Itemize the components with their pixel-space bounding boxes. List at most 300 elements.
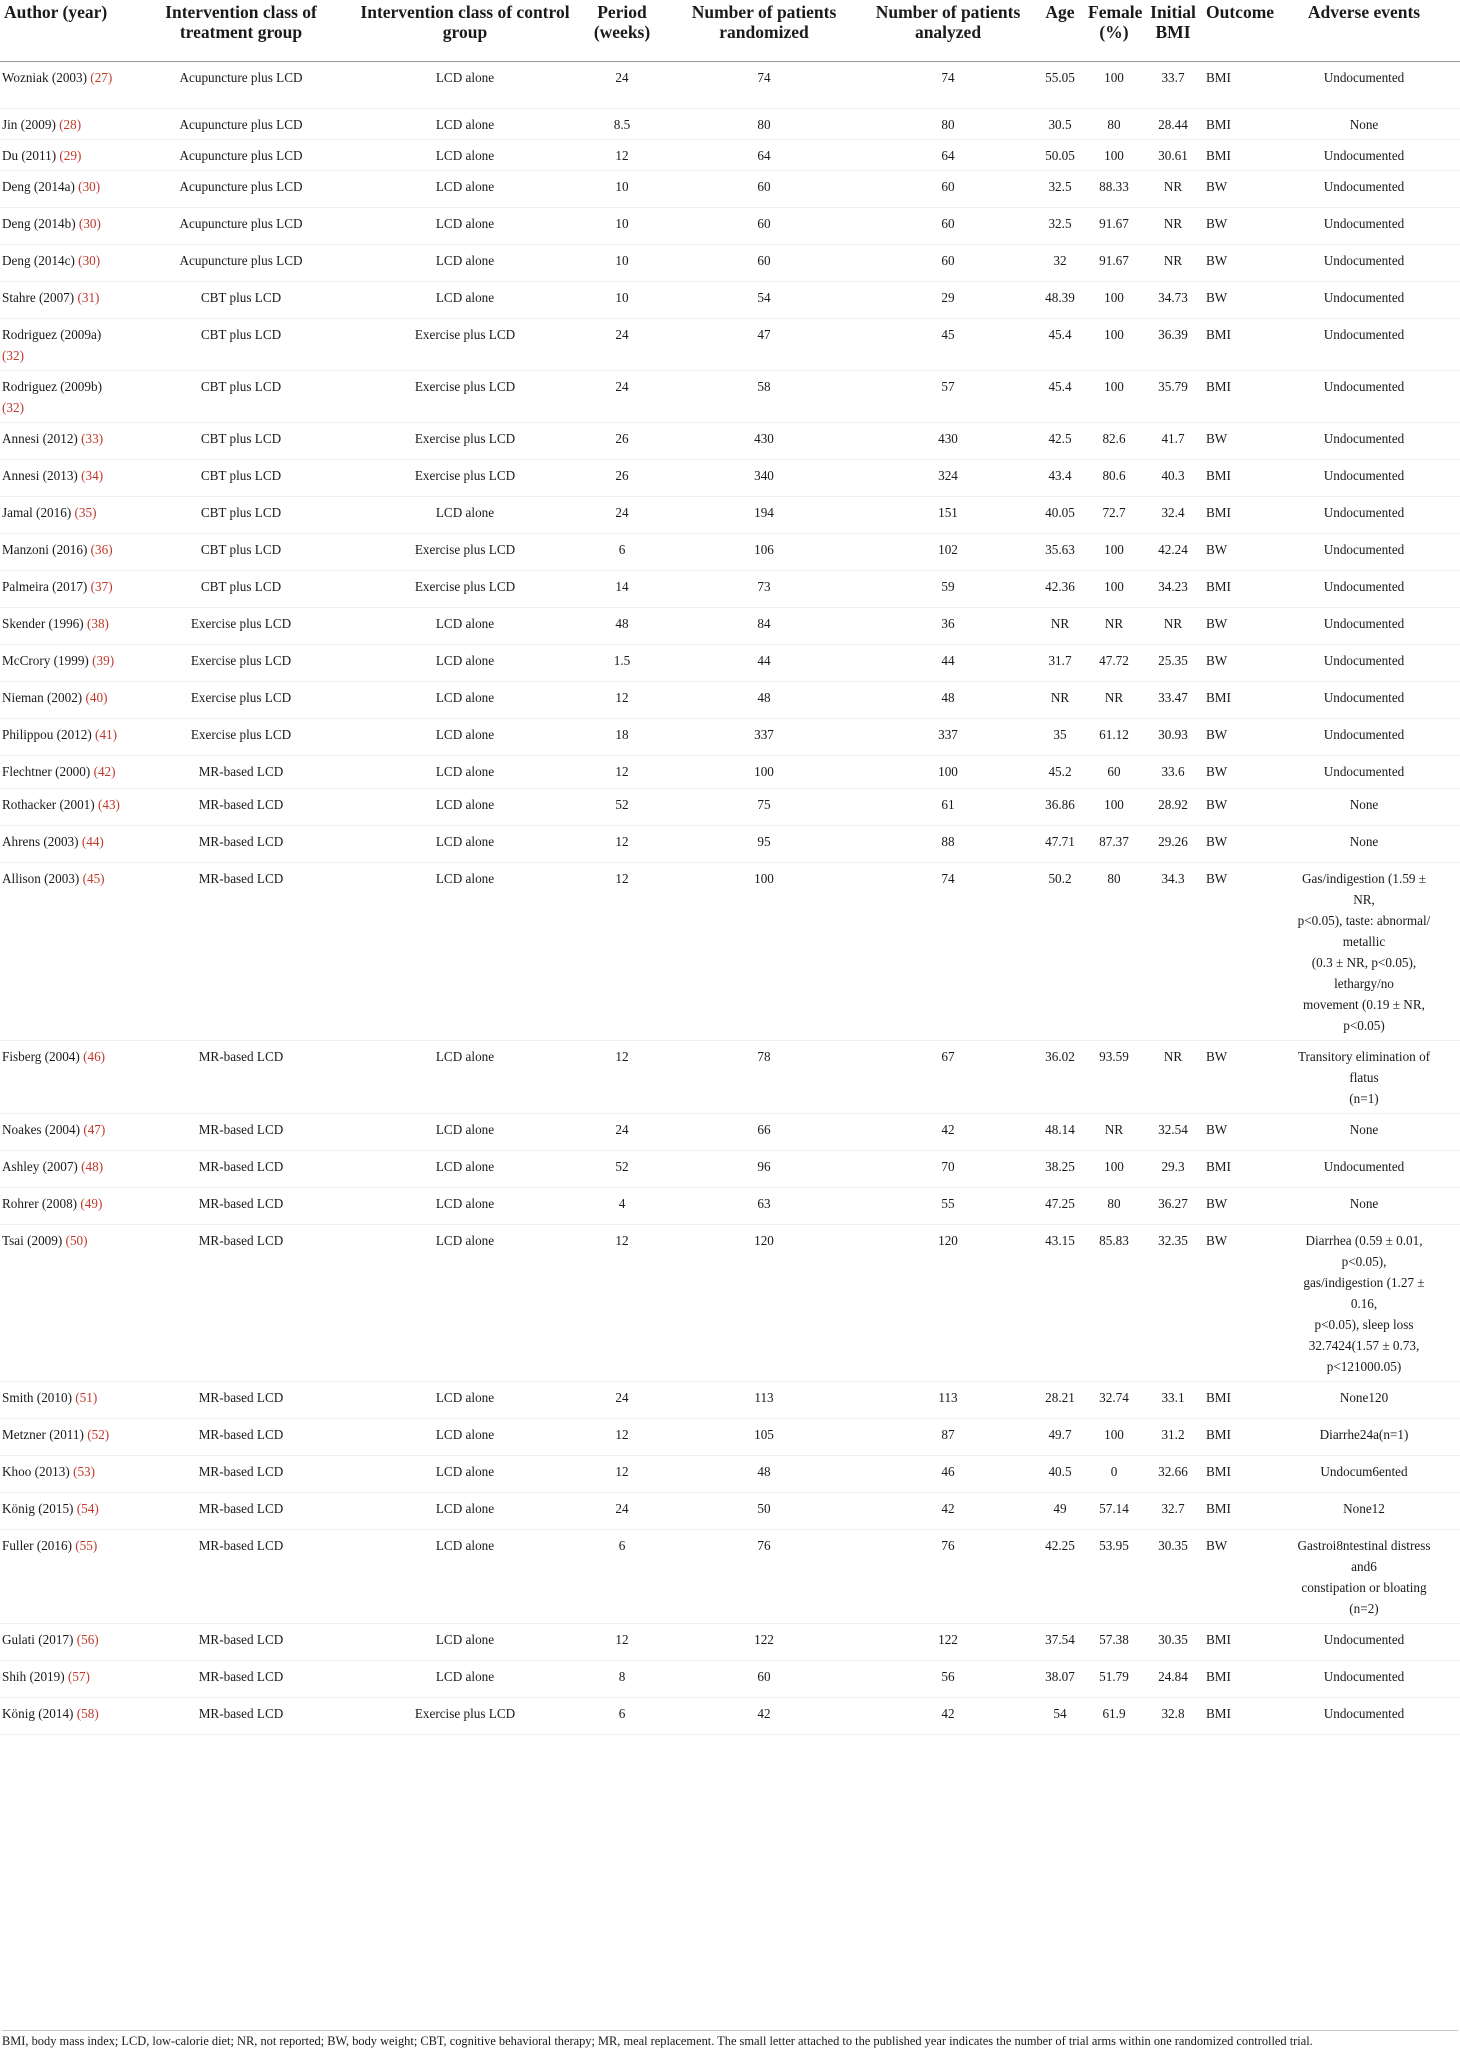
cell-author xyxy=(0,1381,128,1418)
cell-age: NR xyxy=(1050,689,1070,705)
cell-bmi: 32.66 xyxy=(1158,1463,1188,1479)
cell-author xyxy=(0,370,128,422)
cell-treatment: MR-based LCD xyxy=(198,1705,284,1721)
cell-period: 10 xyxy=(615,289,629,305)
table-row xyxy=(0,170,1460,207)
cell-bmi: 32.35 xyxy=(1158,1232,1188,1248)
cell-outcome: BMI xyxy=(1206,116,1231,132)
reference-link[interactable]: (48) xyxy=(81,1158,104,1174)
reference-link[interactable]: (57) xyxy=(67,1668,90,1684)
cell-age: 47.71 xyxy=(1045,833,1075,849)
cell-age: 32.5 xyxy=(1048,215,1072,231)
cell-treatment: Exercise plus LCD xyxy=(190,689,292,705)
cell-female: 100 xyxy=(1104,578,1124,594)
cell-age: 42.25 xyxy=(1045,1537,1075,1553)
cell-randomized: 95 xyxy=(757,833,771,849)
reference-link[interactable]: (29) xyxy=(59,147,82,163)
cell-female: 51.79 xyxy=(1099,1668,1129,1684)
cell-age: 35 xyxy=(1053,726,1067,742)
cell-bmi: 33.7 xyxy=(1161,69,1185,85)
cell-control: LCD alone xyxy=(435,1463,495,1479)
cell-period: 24 xyxy=(615,1121,629,1137)
reference-link[interactable]: (51) xyxy=(75,1389,98,1405)
author-name: Rodriguez (2009b) xyxy=(2,378,102,394)
cell-outcome: BMI xyxy=(1206,1500,1231,1516)
reference-link[interactable]: (58) xyxy=(76,1705,99,1721)
author-name: Deng (2014a) xyxy=(2,178,75,194)
cell-treatment: MR-based LCD xyxy=(198,1631,284,1647)
cell-author xyxy=(0,1224,128,1381)
cell-bmi: NR xyxy=(1163,615,1183,631)
cell-treatment: MR-based LCD xyxy=(198,870,284,886)
cell-treatment: CBT plus LCD xyxy=(200,578,282,594)
cell-control: Exercise plus LCD xyxy=(414,467,516,483)
cell-bmi: 32.7 xyxy=(1161,1500,1185,1516)
reference-link[interactable]: (40) xyxy=(85,689,108,705)
reference-link[interactable]: (30) xyxy=(78,178,101,194)
cell-period: 12 xyxy=(615,833,629,849)
cell-age: 36.02 xyxy=(1045,1048,1075,1064)
cell-control: LCD alone xyxy=(435,1158,495,1174)
cell-randomized: 122 xyxy=(754,1631,774,1647)
cell-period: 52 xyxy=(615,1158,629,1174)
cell-adverse: Undocumented xyxy=(1323,215,1405,231)
cell-treatment: CBT plus LCD xyxy=(200,378,282,394)
cell-age: 48.14 xyxy=(1045,1121,1075,1137)
cell-treatment: Acupuncture plus LCD xyxy=(179,69,303,85)
cell-adverse: Undocumented xyxy=(1323,147,1405,163)
cell-analyzed: 60 xyxy=(941,252,955,268)
cell-author xyxy=(0,1623,128,1660)
reference-link[interactable]: (45) xyxy=(82,870,105,886)
table-row xyxy=(0,1418,1460,1455)
cell-control: LCD alone xyxy=(435,652,495,668)
cell-randomized: 66 xyxy=(757,1121,771,1137)
cell-adverse: None xyxy=(1349,796,1379,812)
cell-female: 80 xyxy=(1107,116,1121,132)
reference-link[interactable]: (41) xyxy=(95,726,118,742)
table-row xyxy=(0,207,1460,244)
reference-link[interactable]: (32) xyxy=(2,399,24,415)
cell-control: LCD alone xyxy=(435,1537,495,1553)
author-name: Palmeira (2017) xyxy=(2,578,88,594)
cell-control: LCD alone xyxy=(435,1500,495,1516)
table-row xyxy=(0,1529,1460,1623)
cell-treatment: Acupuncture plus LCD xyxy=(179,215,303,231)
cell-period: 12 xyxy=(615,1631,629,1647)
table-row xyxy=(0,1623,1460,1660)
reference-link[interactable]: (35) xyxy=(74,504,97,520)
table-row xyxy=(0,108,1460,139)
table-row xyxy=(0,1150,1460,1187)
cell-outcome: BMI xyxy=(1206,326,1231,342)
cell-control: Exercise plus LCD xyxy=(414,378,516,394)
reference-link[interactable]: (33) xyxy=(81,430,104,446)
cell-female: 100 xyxy=(1104,289,1124,305)
cell-treatment: MR-based LCD xyxy=(198,1232,284,1248)
cell-analyzed: 42 xyxy=(941,1705,955,1721)
reference-link[interactable]: (52) xyxy=(87,1426,110,1442)
cell-outcome: BW xyxy=(1206,1048,1228,1064)
cell-analyzed: 64 xyxy=(941,147,955,163)
cell-analyzed: 74 xyxy=(941,870,955,886)
cell-author xyxy=(0,681,128,718)
author-name: Jamal (2016) xyxy=(2,504,72,520)
cell-bmi: 34.23 xyxy=(1158,578,1188,594)
cell-period: 12 xyxy=(615,147,629,163)
reference-link[interactable]: (49) xyxy=(80,1195,103,1211)
cell-period: 10 xyxy=(615,215,629,231)
cell-randomized: 73 xyxy=(757,578,771,594)
cell-period: 6 xyxy=(618,1537,626,1553)
cell-randomized: 47 xyxy=(757,326,771,342)
cell-control: LCD alone xyxy=(435,116,495,132)
cell-control: LCD alone xyxy=(435,1195,495,1211)
cell-outcome: BMI xyxy=(1206,504,1231,520)
cell-randomized: 340 xyxy=(754,467,774,483)
cell-outcome: BMI xyxy=(1206,147,1231,163)
table-row xyxy=(0,788,1460,825)
cell-analyzed: 100 xyxy=(938,763,958,779)
cell-author xyxy=(0,607,128,644)
table-row xyxy=(0,281,1460,318)
cell-age: 38.07 xyxy=(1045,1668,1075,1684)
reference-link[interactable]: (42) xyxy=(93,763,116,779)
cell-treatment: CBT plus LCD xyxy=(200,504,282,520)
cell-outcome: BMI xyxy=(1206,578,1231,594)
cell-treatment: CBT plus LCD xyxy=(200,326,282,342)
author-name: Philippou (2012) xyxy=(2,726,92,742)
cell-outcome: BW xyxy=(1206,289,1228,305)
cell-adverse: Undocumented xyxy=(1323,467,1405,483)
cell-author xyxy=(0,422,128,459)
cell-adverse: Diarrhe24a(n=1) xyxy=(1319,1426,1409,1442)
cell-female: 47.72 xyxy=(1099,652,1129,668)
cell-period: 24 xyxy=(615,1500,629,1516)
cell-period: 10 xyxy=(615,178,629,194)
cell-adverse: Undocumented xyxy=(1323,504,1405,520)
reference-link[interactable]: (31) xyxy=(77,289,100,305)
cell-bmi: NR xyxy=(1163,1048,1183,1064)
reference-link[interactable]: (32) xyxy=(2,347,24,363)
cell-female: 88.33 xyxy=(1099,178,1129,194)
cell-age: 28.21 xyxy=(1045,1389,1075,1405)
table-row xyxy=(0,862,1460,1040)
cell-analyzed: 29 xyxy=(941,289,955,305)
cell-control: Exercise plus LCD xyxy=(414,1705,516,1721)
author-name: Wozniak (2003) xyxy=(2,69,87,85)
cell-author xyxy=(0,459,128,496)
cell-author xyxy=(0,496,128,533)
cell-randomized: 60 xyxy=(757,178,771,194)
cell-treatment: Exercise plus LCD xyxy=(190,652,292,668)
header-female: Female (%) xyxy=(1088,2,1143,42)
cell-analyzed: 113 xyxy=(938,1389,958,1405)
cell-female: 60 xyxy=(1107,763,1121,779)
author-name: Metzner (2011) xyxy=(2,1426,84,1442)
table-footnote: BMI, body mass index; LCD, low-calorie diet; NR, not reported; BW, body weight; CBT, cognitive behavioral therapy; MR, meal replacement. The small letter attached to the published year indicates the number of trial arms within one randomized controlled trial. xyxy=(2,2030,1458,2049)
cell-author xyxy=(0,533,128,570)
cell-outcome: BW xyxy=(1206,1537,1228,1553)
table-row xyxy=(0,1660,1460,1697)
cell-age: 43.15 xyxy=(1045,1232,1075,1248)
reference-link[interactable]: (36) xyxy=(90,541,113,557)
cell-treatment: CBT plus LCD xyxy=(200,541,282,557)
cell-control: LCD alone xyxy=(435,1232,495,1248)
cell-author xyxy=(0,1150,128,1187)
cell-treatment: Acupuncture plus LCD xyxy=(179,116,303,132)
cell-author xyxy=(0,61,128,108)
cell-randomized: 120 xyxy=(754,1232,774,1248)
cell-adverse: Undocumented xyxy=(1323,378,1405,394)
cell-bmi: 28.44 xyxy=(1158,116,1188,132)
header-adverse: Adverse events xyxy=(1307,2,1421,22)
cell-analyzed: 74 xyxy=(941,69,955,85)
cell-age: NR xyxy=(1050,615,1070,631)
cell-treatment: MR-based LCD xyxy=(198,1463,284,1479)
cell-age: 31.7 xyxy=(1048,652,1072,668)
reference-link[interactable]: (53) xyxy=(73,1463,96,1479)
cell-control: LCD alone xyxy=(435,615,495,631)
cell-control: LCD alone xyxy=(435,726,495,742)
cell-outcome: BW xyxy=(1206,763,1228,779)
table-row xyxy=(0,1224,1460,1381)
cell-age: 49 xyxy=(1053,1500,1067,1516)
author-name: Noakes (2004) xyxy=(2,1121,81,1137)
reference-link[interactable]: (28) xyxy=(59,116,82,132)
cell-outcome: BMI xyxy=(1206,1668,1231,1684)
cell-female: 53.95 xyxy=(1099,1537,1129,1553)
cell-randomized: 106 xyxy=(754,541,774,557)
cell-analyzed: 430 xyxy=(938,430,958,446)
cell-randomized: 84 xyxy=(757,615,771,631)
cell-adverse: Diarrhea (0.59 ± 0.01, p<0.05), gas/indigestion (1.27 ± 0.16, p<0.05), sleep loss 32.7424(1.57 ± 0.73, p<121000.05) xyxy=(1303,1232,1425,1374)
cell-age: 50.05 xyxy=(1045,147,1075,163)
author-name: Rothacker (2001) xyxy=(2,796,95,812)
cell-control: LCD alone xyxy=(435,1121,495,1137)
reference-link[interactable]: (37) xyxy=(90,578,113,594)
cell-female: 100 xyxy=(1104,796,1124,812)
cell-randomized: 100 xyxy=(754,870,774,886)
cell-treatment: CBT plus LCD xyxy=(200,467,282,483)
cell-age: 30.5 xyxy=(1048,116,1072,132)
header-author: Author (year) xyxy=(4,2,108,22)
cell-age: 40.05 xyxy=(1045,504,1075,520)
cell-age: 42.5 xyxy=(1048,430,1072,446)
reference-link[interactable]: (47) xyxy=(83,1121,106,1137)
reference-link[interactable]: (50) xyxy=(65,1232,88,1248)
cell-outcome: BMI xyxy=(1206,1158,1231,1174)
header-period: Period (weeks) xyxy=(593,2,651,42)
cell-period: 12 xyxy=(615,1232,629,1248)
cell-treatment: MR-based LCD xyxy=(198,796,284,812)
cell-bmi: 36.39 xyxy=(1158,326,1188,342)
cell-author xyxy=(0,1529,128,1623)
author-name: Fuller (2016) xyxy=(2,1537,72,1553)
cell-outcome: BMI xyxy=(1206,1463,1231,1479)
reference-link[interactable]: (55) xyxy=(75,1537,98,1553)
author-name: Fisberg (2004) xyxy=(2,1048,80,1064)
cell-treatment: CBT plus LCD xyxy=(200,289,282,305)
table-row xyxy=(0,1113,1460,1150)
cell-randomized: 75 xyxy=(757,796,771,812)
cell-adverse: None xyxy=(1349,833,1379,849)
author-name: Deng (2014b) xyxy=(2,215,76,231)
cell-age: 50.2 xyxy=(1048,870,1072,886)
cell-randomized: 58 xyxy=(757,378,771,394)
cell-author xyxy=(0,570,128,607)
author-name: Shih (2019) xyxy=(2,1668,65,1684)
cell-age: 35.63 xyxy=(1045,541,1075,557)
reference-link[interactable]: (34) xyxy=(81,467,104,483)
reference-link[interactable]: (30) xyxy=(78,215,101,231)
table-row xyxy=(0,1040,1460,1113)
cell-randomized: 54 xyxy=(757,289,771,305)
cell-adverse: Undocumented xyxy=(1323,1631,1405,1647)
cell-female: NR xyxy=(1104,689,1124,705)
cell-randomized: 64 xyxy=(757,147,771,163)
cell-female: 100 xyxy=(1104,541,1124,557)
cell-randomized: 113 xyxy=(754,1389,774,1405)
cell-period: 12 xyxy=(615,689,629,705)
cell-age: 42.36 xyxy=(1045,578,1075,594)
cell-control: LCD alone xyxy=(435,763,495,779)
cell-randomized: 105 xyxy=(754,1426,774,1442)
author-name: Ahrens (2003) xyxy=(2,833,79,849)
table-row xyxy=(0,825,1460,862)
cell-female: 85.83 xyxy=(1099,1232,1129,1248)
author-name: Deng (2014c) xyxy=(2,252,75,268)
cell-control: LCD alone xyxy=(435,69,495,85)
cell-adverse: Undocumented xyxy=(1323,1705,1405,1721)
table-row xyxy=(0,61,1460,108)
cell-author xyxy=(0,1187,128,1224)
header-outcome: Outcome xyxy=(1206,2,1275,22)
cell-treatment: MR-based LCD xyxy=(198,1195,284,1211)
author-name: Rohrer (2008) xyxy=(2,1195,78,1211)
cell-treatment: MR-based LCD xyxy=(198,1048,284,1064)
cell-treatment: Acupuncture plus LCD xyxy=(179,252,303,268)
cell-outcome: BW xyxy=(1206,215,1228,231)
cell-control: Exercise plus LCD xyxy=(414,326,516,342)
reference-link[interactable]: (38) xyxy=(86,615,109,631)
cell-adverse: None12 xyxy=(1343,1500,1385,1516)
cell-female: 82.6 xyxy=(1102,430,1126,446)
cell-adverse: Gas/indigestion (1.59 ± NR, p<0.05), taste: abnormal/ metallic (0.3 ± NR, p<0.05), lethargy/no movement (0.19 ± NR, p<0.05) xyxy=(1297,870,1431,1033)
cell-outcome: BW xyxy=(1206,1232,1228,1248)
cell-randomized: 48 xyxy=(757,1463,771,1479)
cell-control: LCD alone xyxy=(435,1631,495,1647)
cell-age: 45.2 xyxy=(1048,763,1072,779)
cell-control: LCD alone xyxy=(435,252,495,268)
cell-age: 40.5 xyxy=(1048,1463,1072,1479)
cell-female: 0 xyxy=(1110,1463,1118,1479)
cell-period: 12 xyxy=(615,763,629,779)
cell-randomized: 76 xyxy=(757,1537,771,1553)
author-name: Allison (2003) xyxy=(2,870,80,886)
cell-control: LCD alone xyxy=(435,1668,495,1684)
cell-randomized: 96 xyxy=(757,1158,771,1174)
cell-randomized: 60 xyxy=(757,252,771,268)
cell-adverse: Undocumented xyxy=(1323,652,1405,668)
cell-author xyxy=(0,718,128,755)
cell-author xyxy=(0,825,128,862)
cell-female: 87.37 xyxy=(1099,833,1129,849)
cell-period: 6 xyxy=(618,1705,626,1721)
cell-bmi: 29.3 xyxy=(1161,1158,1185,1174)
cell-age: 36.86 xyxy=(1045,796,1075,812)
cell-randomized: 60 xyxy=(757,1668,771,1684)
table-row xyxy=(0,459,1460,496)
cell-adverse: None120 xyxy=(1339,1389,1389,1405)
cell-bmi: 30.35 xyxy=(1158,1631,1188,1647)
cell-control: Exercise plus LCD xyxy=(414,541,516,557)
cell-female: 61.9 xyxy=(1102,1705,1126,1721)
reference-link[interactable]: (54) xyxy=(76,1500,99,1516)
cell-control: LCD alone xyxy=(435,215,495,231)
table-row xyxy=(0,370,1460,422)
cell-adverse: Transitory elimination of flatus (n=1) xyxy=(1297,1048,1431,1106)
cell-adverse: Undocumented xyxy=(1323,578,1405,594)
cell-bmi: 35.79 xyxy=(1158,378,1188,394)
author-name: Manzoni (2016) xyxy=(2,541,88,557)
reference-link[interactable]: (39) xyxy=(92,652,115,668)
cell-analyzed: 87 xyxy=(941,1426,955,1442)
cell-outcome: BW xyxy=(1206,430,1228,446)
cell-adverse: None xyxy=(1349,1195,1379,1211)
table-row xyxy=(0,533,1460,570)
cell-treatment: MR-based LCD xyxy=(198,763,284,779)
cell-age: 49.7 xyxy=(1048,1426,1072,1442)
cell-treatment: Acupuncture plus LCD xyxy=(179,178,303,194)
cell-female: NR xyxy=(1104,1121,1124,1137)
author-name: König (2014) xyxy=(2,1705,74,1721)
cell-adverse: Undocumented xyxy=(1323,541,1405,557)
cell-bmi: 31.2 xyxy=(1161,1426,1185,1442)
cell-outcome: BMI xyxy=(1206,1705,1231,1721)
cell-outcome: BMI xyxy=(1206,467,1231,483)
reference-link[interactable]: (27) xyxy=(90,69,113,85)
cell-adverse: None xyxy=(1349,116,1379,132)
cell-bmi: NR xyxy=(1163,178,1183,194)
header-bmi: Initial BMI xyxy=(1150,2,1196,42)
cell-treatment: Exercise plus LCD xyxy=(190,726,292,742)
table-row xyxy=(0,496,1460,533)
cell-author xyxy=(0,1697,128,1734)
reference-link[interactable]: (46) xyxy=(83,1048,106,1064)
cell-female: 32.74 xyxy=(1099,1389,1129,1405)
cell-control: LCD alone xyxy=(435,1389,495,1405)
cell-female: 100 xyxy=(1104,69,1124,85)
cell-analyzed: 36 xyxy=(941,615,955,631)
cell-adverse: None xyxy=(1349,1121,1379,1137)
cell-female: 61.12 xyxy=(1099,726,1129,742)
cell-control: LCD alone xyxy=(435,1426,495,1442)
cell-control: LCD alone xyxy=(435,833,495,849)
author-name: Flechtner (2000) xyxy=(2,763,91,779)
cell-control: LCD alone xyxy=(435,289,495,305)
reference-link[interactable]: (30) xyxy=(78,252,101,268)
author-name: Tsai (2009) xyxy=(2,1232,63,1248)
reference-link[interactable]: (56) xyxy=(76,1631,99,1647)
cell-period: 6 xyxy=(618,541,626,557)
cell-randomized: 60 xyxy=(757,215,771,231)
reference-link[interactable]: (43) xyxy=(97,796,120,812)
cell-female: 93.59 xyxy=(1099,1048,1129,1064)
reference-link[interactable]: (44) xyxy=(81,833,104,849)
cell-treatment: MR-based LCD xyxy=(198,833,284,849)
cell-randomized: 74 xyxy=(757,69,771,85)
